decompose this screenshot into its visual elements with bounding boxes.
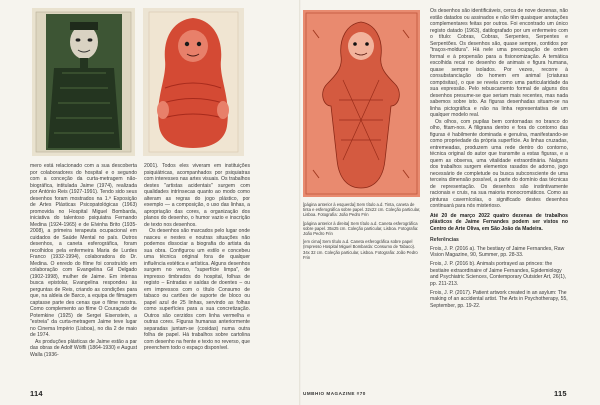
page-number-left: 114 <box>30 389 43 398</box>
reference-item: Frois, J. P. (2016 a). The bestiary of Jaime Fernandes, Raw Vision Magazine, 90, Summer, pp. 28-33. <box>430 245 565 258</box>
caption: [em cima] Sem título a.d. Caneta esferográfica sobre papel (Impresso Hospital Miguel Bombarda: Consumo de Tabaco). 34x 32 cm. Coleção particular, Lisboa. Fotografia: João Pedro Frin <box>303 239 418 260</box>
paragraph: Os desenhos são identificáveis, cerca de nove dezenas, não estão datados ou assinados e não têm quaisquer anotações complementares feitas por outros. Foi encontrado um único registo datado (1963), datilografado por um enfermeiro com o título: Cobras, Cobras, Serpentes, Serpentes e Serpentões. Os desenhos são, quase sempre, contidos por "traços-moldura". Há nele uma preocupação de ordem formal e à propensão para a fisionomização. A temática escolhida recai no desenho de animais e figura humana, quase sempre isolados. Por vezes, recorre à consubstanciação do homem em animal (criaturas compósitas), o que se revela como uma particularidade da sua expressão. Pelo rebuscamento formal de alguns dos desenhos presume-se que seriam mais recentes, mas nada sabemos sobre isto. As figuras desenhadas situam-se na linha pictográfica e não na linha representativa de um qualquer modelo real. <box>430 8 568 118</box>
page-gutter <box>299 0 301 405</box>
exhibition-note: Até 20 de março 2022 quatro dezenas de trabalhos plásticos de Jaime Fernandes podem ser vistos no Centro de Arte Oliva, em São João da Madeira. <box>430 212 568 232</box>
left-column-1 <box>30 163 137 358</box>
paragraph: mero está relacionado com a sua descoberta por colaboradores do hospital e o segundo com a conceção da curta-metragem não-biográfica, intitulada Jaime (1974), realizada por António Reis (1927-1991). Tendo sido seus desenhos foram mostrados na 1.ª Exposição de Artes Plásticas Psicopatológicas (1963) promovida no Hospital Miguel Bombarda, iniciativa do talentoso psiquiatra Fernando Medina (1924-1965) e de Elvinha Brito (1935-2008), a primeira terapeuta ocupacional em cuidados de Saúde Mental no país. Outros desenhos, a caneta esferográfica, foram recolhidos pela enfermeira Maria de Lurdes Franco (1932-1994), colaboradora do Dr. Medina. O enredo do filme foi construído em colaboração com Evangelina Gil Delgado (1902-1998), mulher de Jaime. Em intensa busca epistolar, Evangelina respondeu às perguntas de Reis, criando as condições para que, na aldeia de Barco, a equipa de filmagem captasse parte des cenas que o filme mostra. Como complemento ao filme O Couraçado de Potemkine (1925) de Sergei Eisenstein, a "estreia" da curta-metragem Jaime teve lugar no Cinema Império (Lisboa), no dia 2 de maio de 1974. <box>30 163 137 338</box>
image-captions <box>303 202 421 260</box>
left-column-2 <box>144 163 250 352</box>
reference-item: Frois, J. P. (2017). Patient artwork created in an asylum: The making of an accidental artist. The Arts in Psychotherapy, 55, September, pp. 19-22. <box>430 289 568 309</box>
magazine-name: UMBHIO MAGAZINE #70 <box>303 391 366 396</box>
paragraph: As produções plásticas de Jaime estão a par das obras de Adolf Wölfli (1864-1930) e August Walla (1936- <box>30 338 137 358</box>
caption: [página anterior à direita] Sem título a.d. Caneta esferográfica sobre papel. 35x25 cm. Coleção particular, Lisboa. Fotografia: João Pedro Frin <box>303 220 419 237</box>
paragraph: Os desenhos são marcados pelo lugar onde nasceu e nestes e noutras situações não podemos dissociar a biografia do artista da sua obra. Configurou um estilo e concebeu uma técnica original fora de qualquer influência estética e artística. Alguns desenhos surgem no verso, "superfície limpa", de impresso timbrados do hospital, folhas de registo – Entradas e saídas de doentes – ou em impressos com o título Consumo de tabaco ou cartões de suporte de bloco ou papel azul de 25 linhas, servindo as folhas como superfícies para a sua concretização. Outros são cerzidos com linha vermelha e outras cores. Figuras humanas anteriormente separadas juntam-se (cosidas) numa outra folha de papel. Há trabalhos sobre cartolina com desenho na frente e texto no reverso, que preenchem todo o espaço disponível. <box>144 228 250 351</box>
paragraph: Os olhos, com pupilas bem contornadas no branco do olho, fitam-nos. A filigrana dentro e fora do contorno das figuras é habilmente dominada e genuína, manifestando-se como propriedade da própria superfície. As linhas cruzadas, entremeadas, produzem uma rede dentro do contorno, técnica original do autor que transmite a estas figuras, e a quem as observa, uma vitalidade extraordinária. Nalguns dos trabalhos surgem elementos rasados de adorno, jogo necessário de completude ou busca subconsciente de uma terceira dimensão possível, a parte do domínio das técnicas de representação. Os desenhos são instintivamente racionais e cruis, na sua maioria monocromáticos. Como as pinturas cavernícolas, o significado destes desenhos continuará para nós misterioso. <box>430 118 568 209</box>
reference-item: Frois, J. P. (2016 b). Animals portrayed as princes: the bestiaire extraordinaire of Jaime Fernandes, Epidemiology and Psychiatric Sciences, Contemporary Outsider Art, 26(1), pp. 211-213. <box>430 261 567 287</box>
artwork-green-figure <box>32 8 135 156</box>
caption: [página anterior à esquerda] Sem título a.d. Tinta, caneta de tinta e esferográfica sobre papel. 32x22 cm. Coleção particular, Lisboa. Fotografia: João Pedro Frin <box>303 202 421 218</box>
paragraph: 2001). Todos eles viveram em instituições psiquiátricas, acompanhados por psiquiatras com interesses nas artes visuais. Os trabalhos destes "artistas acidentais" surgem com qualidades intrínsecas quanto ao modo como alteram as regras do jogo plástico, por exemplo — a composição, o uso das linhas, a apropriação das cores, a organização dos planos do desenho, o humor vazio e inscrição de texto nos desenhos. <box>144 163 250 228</box>
references-heading: Referências <box>430 237 459 243</box>
artwork-red-figure <box>143 8 244 156</box>
artwork-red-paper-figure <box>303 10 420 197</box>
right-column <box>430 8 568 312</box>
page-number-right: 115 <box>554 389 567 398</box>
